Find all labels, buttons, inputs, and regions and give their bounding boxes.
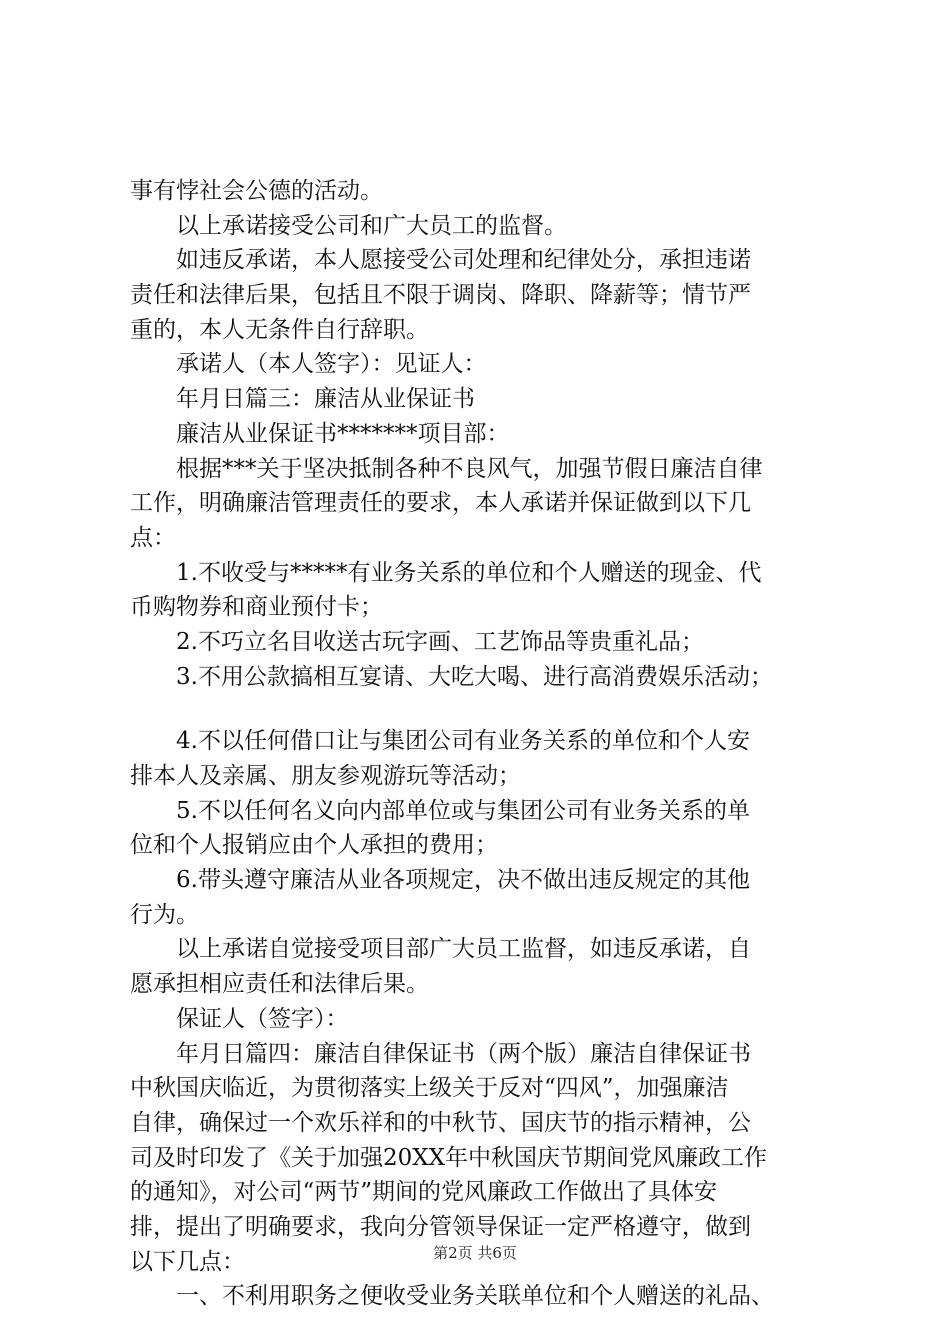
text-line: 的通知》，对公司“两节”期间的党风廉政工作做出了具体安 bbox=[130, 1179, 718, 1206]
text-line: 自律，确保过一个欢乐祥和的中秋节、国庆节的指示精神，公 bbox=[130, 1109, 751, 1136]
blank-line bbox=[130, 694, 845, 724]
text-line: 保证人（签字）： bbox=[176, 1005, 349, 1032]
text-line: 排本人及亲属、朋友参观游玩等活动； bbox=[130, 763, 521, 789]
text-line: 事有悖社会公德的活动。 bbox=[130, 178, 383, 204]
text-line: 重的，本人无条件自行辞职。 bbox=[130, 316, 429, 343]
text-line: 廉洁从业保证书*******项目部： bbox=[176, 420, 510, 447]
text-line: 一、不利用职务之便收受业务关联单位和个人赠送的礼品、 bbox=[176, 1283, 774, 1310]
document-body bbox=[130, 174, 845, 1314]
text-line: 5.不以任何名义向内部单位或与集团公司有业务关系的单 bbox=[176, 797, 750, 824]
text-line: 以上承诺自觉接受项目部广大员工监督，如违反承诺，自 bbox=[176, 936, 751, 963]
text-line: 中秋国庆临近，为贯彻落实上级关于反对“四风”，加强廉洁 bbox=[130, 1075, 729, 1102]
text-line: 年月日篇三：廉洁从业保证书 bbox=[176, 386, 475, 413]
text-line: 6.带头遵守廉洁从业各项规定，决不做出违反规定的其他 bbox=[176, 867, 750, 894]
text-line: 行为。 bbox=[130, 901, 199, 928]
text-line: 如违反承诺，本人愿接受公司处理和纪律处分，承担违诺 bbox=[176, 247, 751, 274]
text-line: 责任和法律后果，包括且不限于调岗、降职、降薪等；情节严 bbox=[130, 282, 751, 309]
text-line: 承诺人（本人签字）：见证人： bbox=[176, 351, 487, 378]
text-line: 4.不以任何借口让与集团公司有业务关系的单位和个人安 bbox=[176, 728, 750, 755]
page-footer: 第2页 共6页 bbox=[433, 1244, 517, 1262]
text-line: 点： bbox=[130, 524, 176, 551]
text-line: 根据***关于坚决抵制各种不良风气，加强节假日廉洁自律 bbox=[176, 455, 763, 482]
text-line: 3.不用公款搞相互宴请、大吃大喝、进行高消费娱乐活动； bbox=[176, 663, 773, 690]
text-line: 愿承担相应责任和法律后果。 bbox=[130, 971, 429, 998]
document-text bbox=[130, 174, 845, 1314]
text-line: 排，提出了明确要求，我向分管领导保证一定严格遵守，做到 bbox=[130, 1213, 751, 1240]
text-line: 币购物券和商业预付卡； bbox=[130, 594, 383, 621]
text-line: 年月日篇四：廉洁自律保证书（两个版）廉洁自律保证书 bbox=[176, 1040, 751, 1067]
text-line: 以下几点： bbox=[130, 1248, 245, 1275]
text-line: 司及时印发了《关于加强20XX年中秋国庆节期间党风廉政工作 bbox=[130, 1144, 768, 1171]
text-line: 2.不巧立名目收送古玩字画、工艺饰品等贵重礼品； bbox=[176, 628, 704, 655]
text-line: 1.不收受与*****有业务关系的单位和个人赠送的现金、代 bbox=[176, 559, 762, 586]
text-line: 工作，明确廉洁管理责任的要求，本人承诺并保证做到以下几 bbox=[130, 490, 751, 517]
text-line: 以上承诺接受公司和广大员工的监督。 bbox=[176, 212, 567, 239]
text-line: 位和个人报销应由个人承担的费用； bbox=[130, 832, 498, 859]
